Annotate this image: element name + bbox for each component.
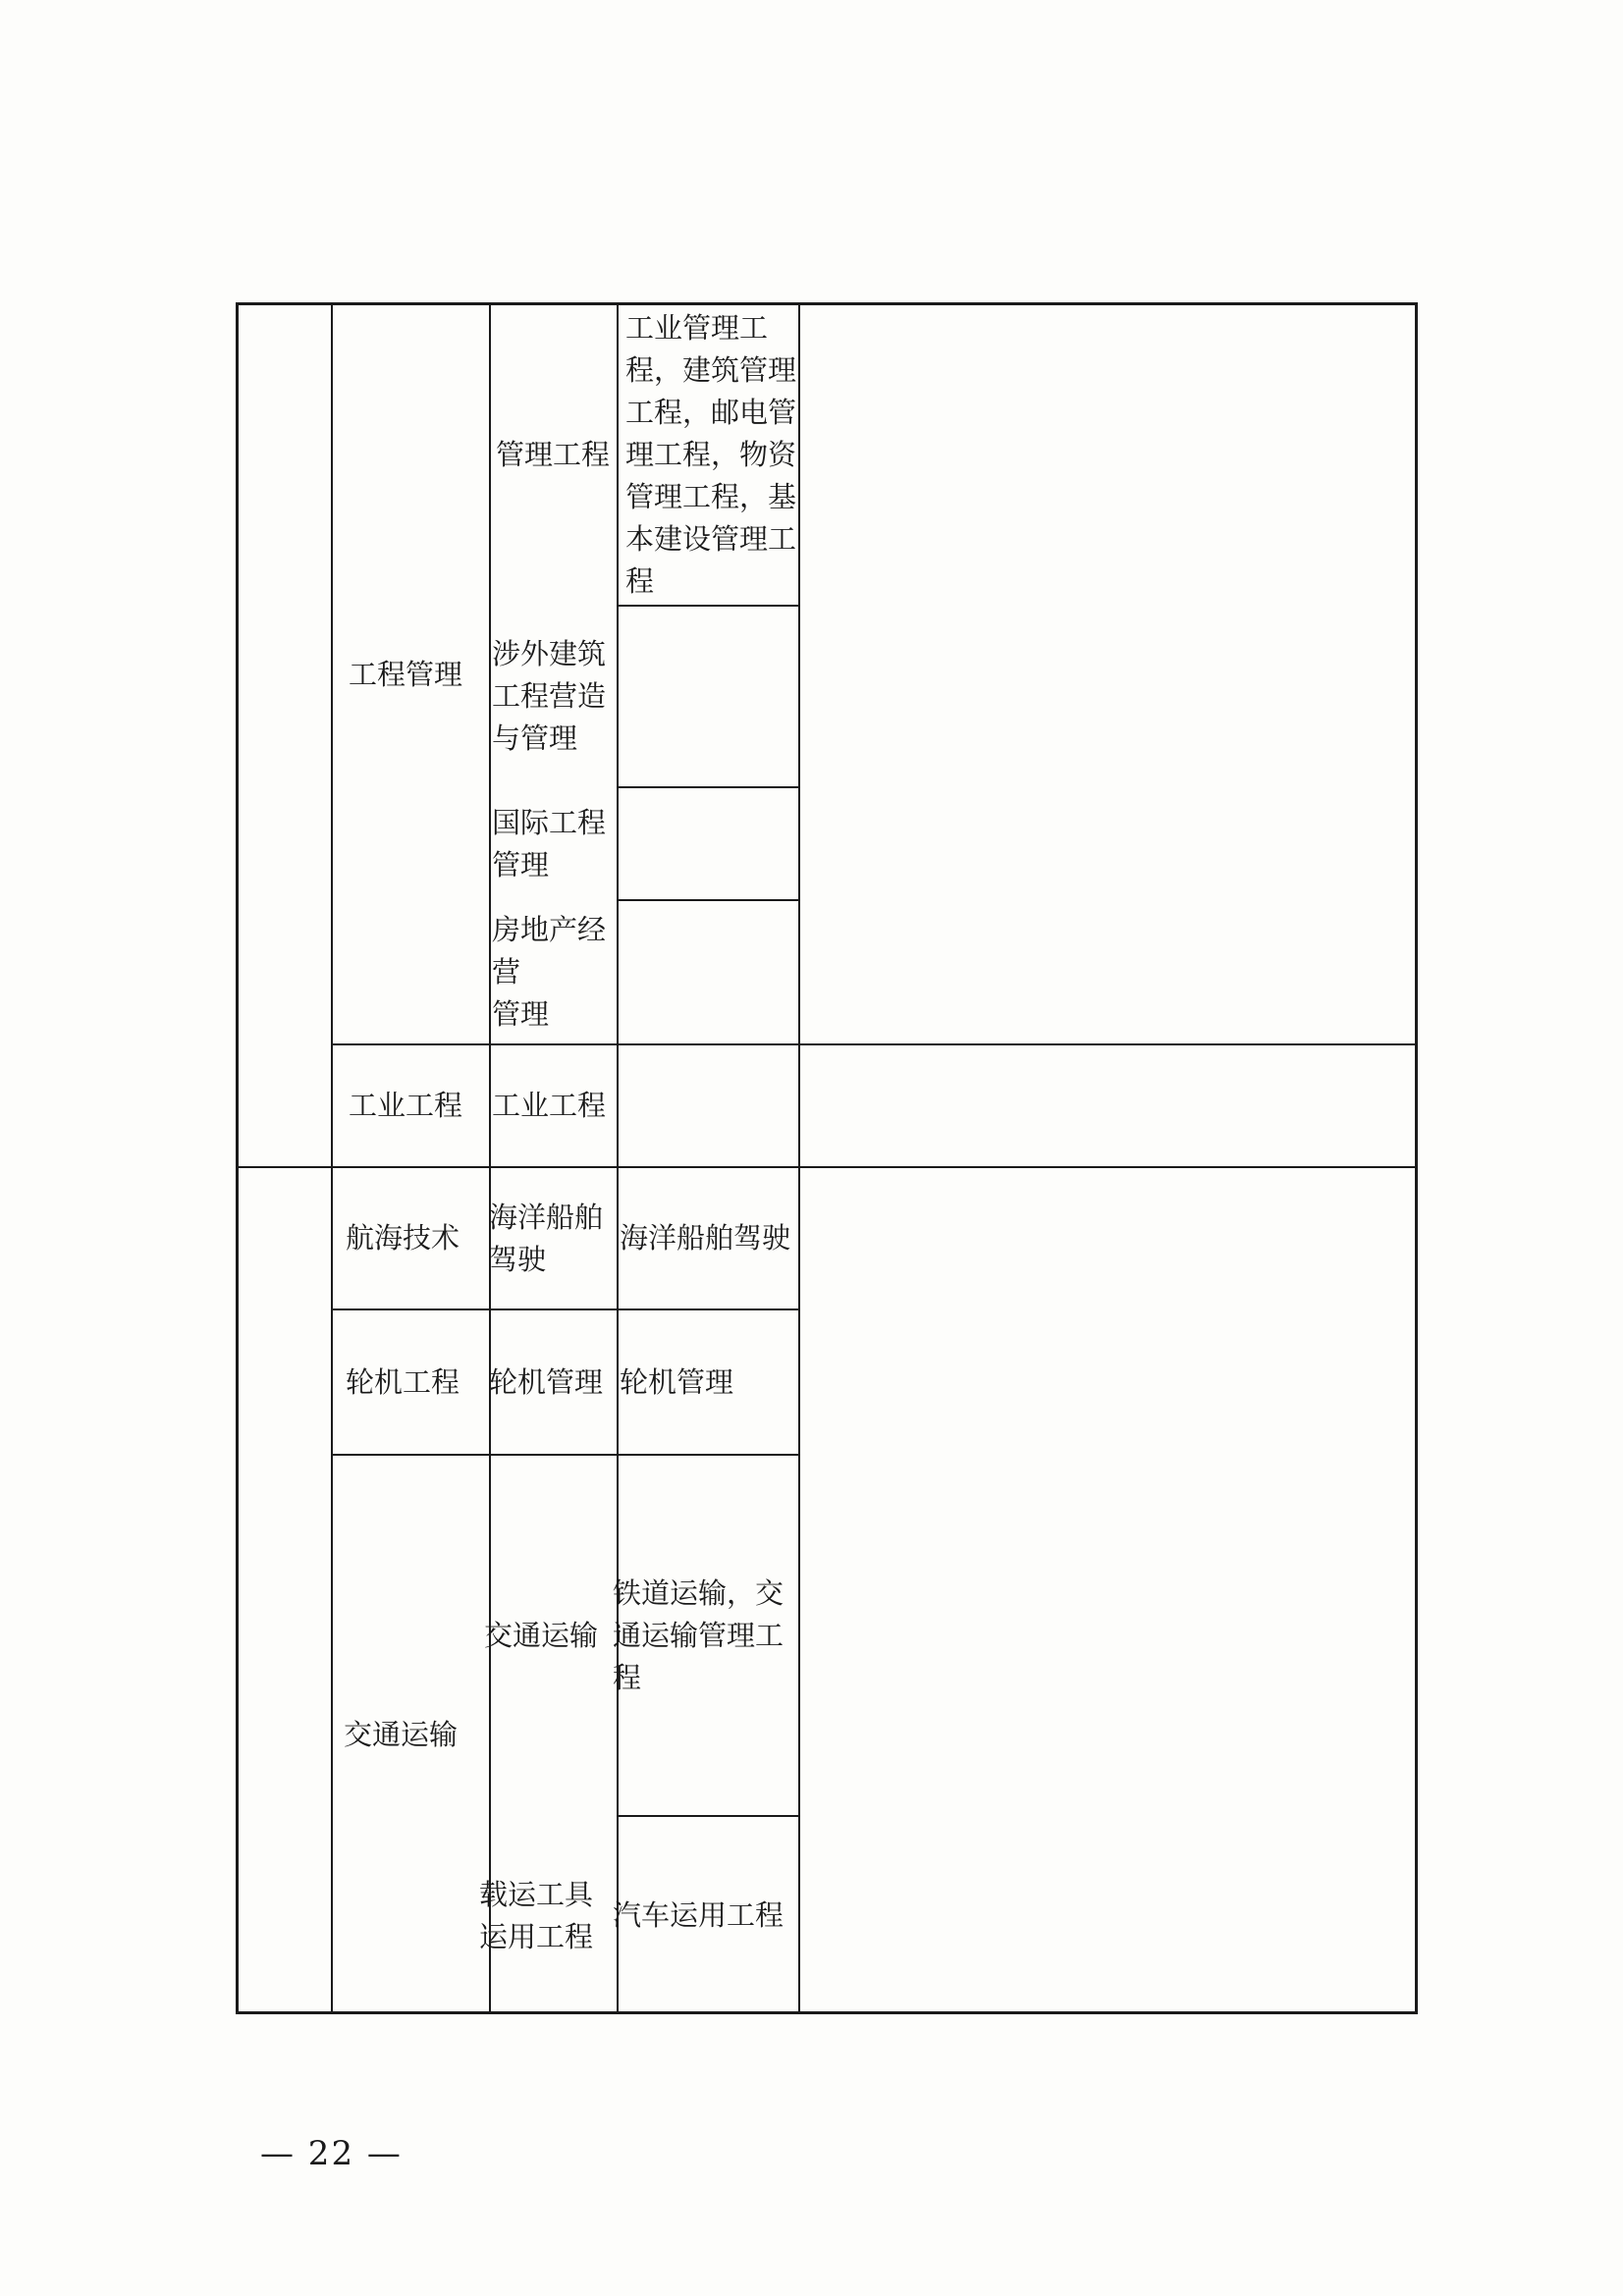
major-cell: 管理工程 <box>496 438 611 471</box>
row-divider <box>617 605 800 607</box>
category-cell: 航海技术 <box>346 1221 460 1255</box>
category-cell: 轮机工程 <box>346 1364 460 1399</box>
major-cell: 涉外建筑 工程营造 与管理 <box>492 637 607 755</box>
related-major-cell: 海洋船舶驾驶 <box>620 1221 791 1255</box>
related-major-cell: 汽车运用工程 <box>613 1898 784 1932</box>
category-cell: 工程管理 <box>349 657 463 691</box>
category-cell: 工业工程 <box>349 1089 463 1122</box>
row-divider <box>617 899 800 901</box>
related-major-cell: 铁道运输，交 通运输管理工 程 <box>613 1575 784 1694</box>
major-cell: 轮机管理 <box>489 1364 604 1399</box>
major-cell: 工业工程 <box>492 1089 607 1122</box>
qualification-table <box>236 302 1418 2014</box>
major-cell: 交通运输 <box>484 1618 599 1652</box>
related-major-cell: 工业管理工 程，建筑管理 工程，邮电管 理工程，物资 管理工程，基 本建设管理工 程 <box>625 311 797 598</box>
major-cell: 海洋船舶 驾驶 <box>489 1200 604 1276</box>
major-cell: 房地产经营 管理 <box>492 913 607 1031</box>
page-number: — 22 — <box>260 2134 403 2173</box>
major-cell: 载运工具 运用工程 <box>479 1877 594 1953</box>
column-divider <box>331 305 333 2014</box>
category-cell: 交通运输 <box>344 1718 459 1751</box>
row-divider <box>617 786 800 788</box>
related-major-cell: 轮机管理 <box>620 1364 734 1399</box>
major-cell: 国际工程 管理 <box>492 805 607 881</box>
